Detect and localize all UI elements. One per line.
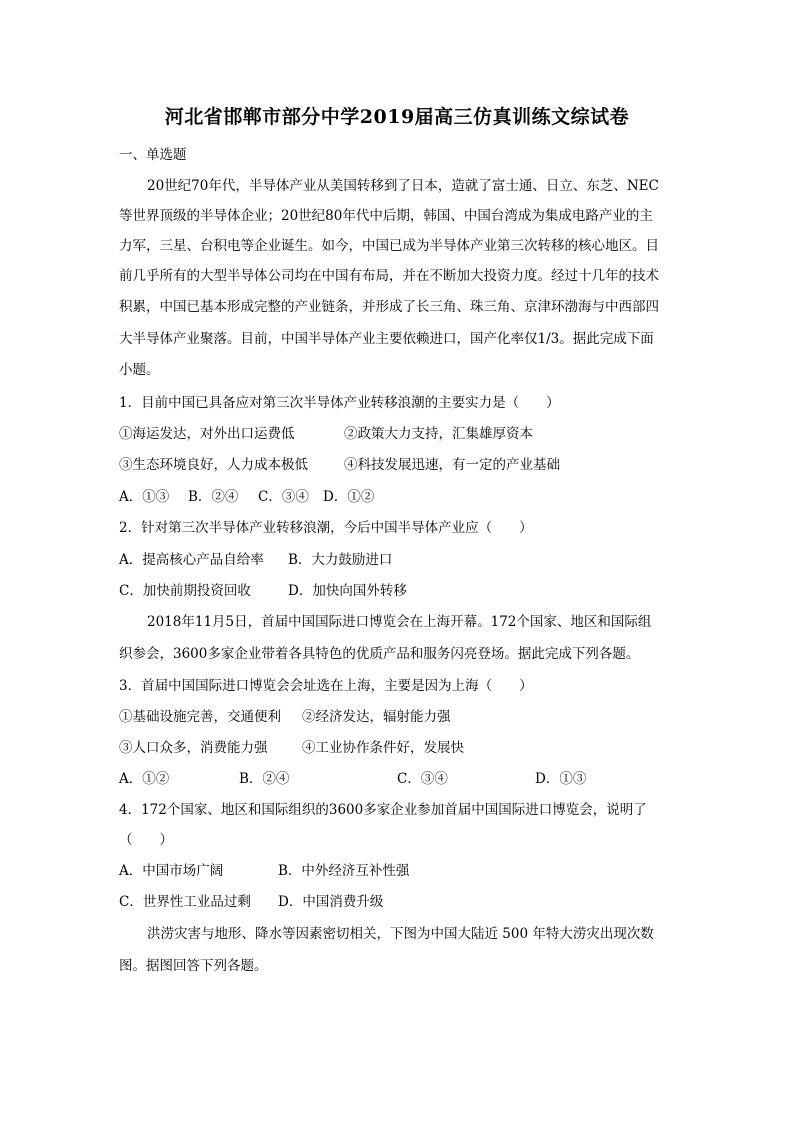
option-a: A．①② bbox=[119, 771, 170, 787]
statement-item: ②政策大力支持，汇集雄厚资本 bbox=[344, 426, 533, 442]
section-heading: 一、单选题 bbox=[119, 147, 187, 163]
passage-line: 力军，三星、台积电等企业诞生。如今，中国已成为半导体产业第三次转移的核心地区。目 bbox=[119, 238, 659, 254]
passage-line: 洪涝灾害与地形、降水等因素密切相关，下图为中国大陆近 500 年特大涝灾出现次数 bbox=[147, 926, 654, 942]
question-stem: 4．172个国家、地区和国际组织的3600多家企业参加首届中国国际进口博览会，说明了 bbox=[119, 802, 647, 818]
passage-line: 等世界顶级的半导体企业；20世纪80年代中后期，韩国、中国台湾成为集成电路产业的主 bbox=[119, 208, 653, 224]
option-d: D．中国消费升级 bbox=[278, 894, 384, 910]
statement-item: ④工业协作条件好，发展快 bbox=[302, 740, 464, 756]
passage-line: 20世纪70年代，半导体产业从美国转移到了日本，造就了富士通、日立、东芝、NEC bbox=[147, 178, 659, 194]
option-c: C．③④ bbox=[397, 771, 448, 787]
passage-line: 织参会，3600多家企业带着各具特色的优质产品和服务闪亮登场。据此完成下列各题。 bbox=[119, 646, 640, 662]
passage-line: 图。据图回答下列各题。 bbox=[119, 958, 268, 974]
passage-line: 前几乎所有的大型半导体公司均在中国有布局，并在不断加大投资力度。经过十几年的技术 bbox=[119, 268, 659, 284]
passage-line: 2018年11月5日，首届中国国际进口博览会在上海开幕。172个国家、地区和国际组 bbox=[147, 614, 652, 630]
option-b: B．②④ bbox=[188, 489, 239, 505]
option-c: C．加快前期投资回收 bbox=[119, 583, 251, 599]
statement-item: ④科技发展迅速，有一定的产业基础 bbox=[344, 457, 560, 473]
option-d: D．①② bbox=[323, 489, 375, 505]
question-stem: 2．针对第三次半导体产业转移浪潮，今后中国半导体产业应（ ） bbox=[119, 520, 533, 536]
option-b: B．大力鼓励进口 bbox=[288, 552, 393, 568]
option-c: C．③④ bbox=[258, 489, 309, 505]
passage-line: 大半导体产业聚落。目前，中国半导体产业主要依赖进口，国产化率仅1/3。据此完成下面 bbox=[119, 331, 654, 347]
option-b: B．中外经济互补性强 bbox=[278, 863, 410, 879]
document-title: 河北省邯郸市部分中学2019届高三仿真训练文综试卷 bbox=[164, 106, 630, 128]
statement-item: ③生态环境良好，人力成本极低 bbox=[119, 457, 308, 473]
question-stem: 3．首届中国国际进口博览会会址选在上海，主要是因为上海（ ） bbox=[119, 678, 533, 694]
option-a: A．提高核心产品自给率 bbox=[119, 552, 264, 568]
statement-item: ③人口众多，消费能力强 bbox=[119, 740, 268, 756]
statement-item: ①海运发达，对外出口运费低 bbox=[119, 426, 295, 442]
statement-item: ②经济发达，辐射能力强 bbox=[302, 709, 451, 725]
option-a: A．中国市场广阔 bbox=[119, 863, 224, 879]
statement-item: ①基础设施完善，交通便利 bbox=[119, 709, 281, 725]
question-stem-continued: （ ） bbox=[119, 832, 173, 848]
option-b: B．②④ bbox=[239, 771, 290, 787]
passage-line: 小题。 bbox=[119, 362, 160, 378]
option-a: A．①③ bbox=[119, 489, 170, 505]
passage-line: 积累，中国已基本形成完整的产业链条，并形成了长三角、珠三角、京津环渤海与中西部四 bbox=[119, 299, 659, 315]
question-stem: 1．目前中国已具备应对第三次半导体产业转移浪潮的主要实力是（ ） bbox=[119, 395, 560, 411]
option-d: D．①③ bbox=[535, 771, 587, 787]
option-d: D．加快向国外转移 bbox=[288, 583, 407, 599]
option-c: C．世界性工业品过剩 bbox=[119, 894, 251, 910]
